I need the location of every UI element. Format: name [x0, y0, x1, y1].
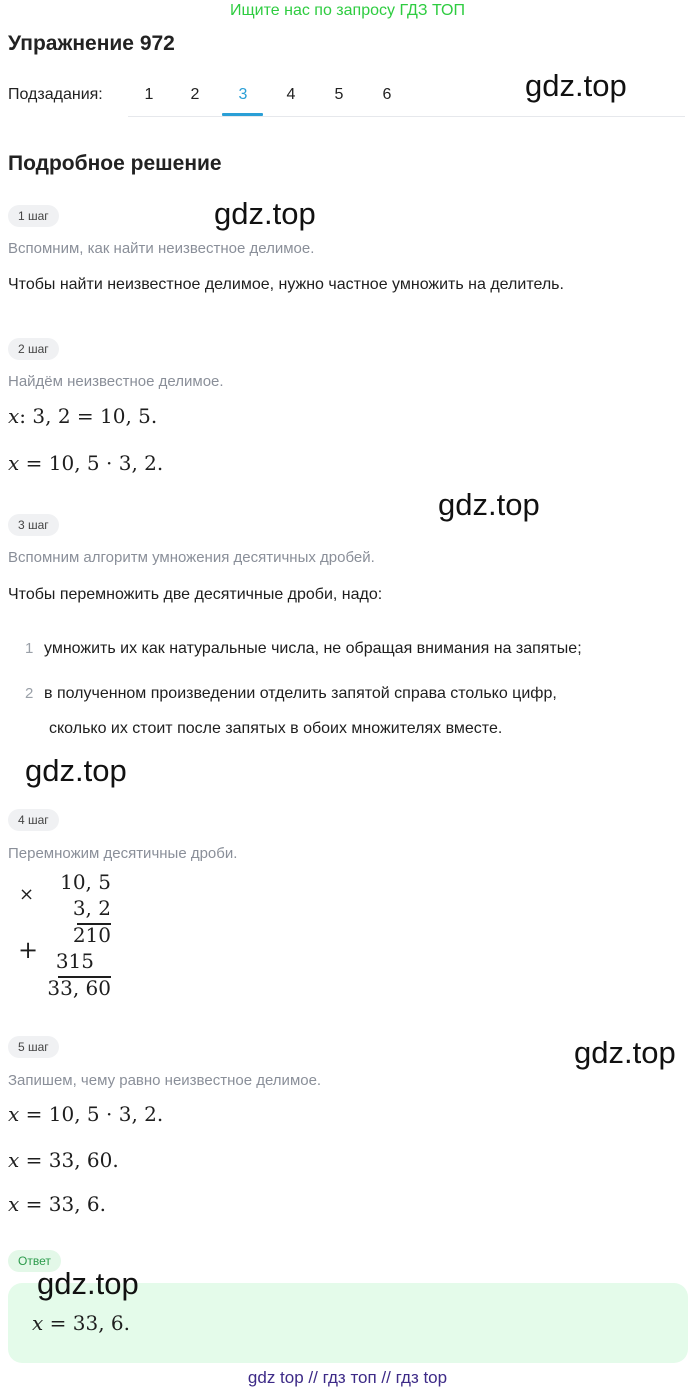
step-2-equation-1: x: 3, 2 = 10, 5.: [8, 404, 158, 428]
step-5-equation-3: x = 33, 6.: [8, 1192, 107, 1216]
list-item-continued: сколько их стоит после запятых в обоих множителях вместе.: [49, 720, 503, 737]
step-2-equation-2: x = 10, 5 · 3, 2.: [8, 451, 164, 475]
search-banner[interactable]: Ищите нас по запросу ГДЗ ТОП: [230, 2, 465, 19]
subtasks-divider: [128, 116, 685, 117]
watermark: gdz.top: [525, 68, 627, 103]
product-result: 33, 60: [47, 976, 111, 1000]
list-item: умножить их как натуральные числа, не обращая внимания на запятые;: [44, 640, 582, 657]
step-3-text: Чтобы перемножить две десятичные дроби, надо:: [8, 586, 383, 603]
times-sign: ×: [19, 884, 35, 905]
step-4-hint: Перемножим десятичные дроби.: [8, 845, 238, 862]
step-5-equation-1: x = 10, 5 · 3, 2.: [8, 1102, 164, 1126]
multiplicand: 10, 5: [60, 870, 111, 894]
step-1-badge: 1 шаг: [8, 205, 59, 227]
step-5-hint: Запишем, чему равно неизвестное делимое.: [8, 1072, 322, 1089]
watermark: gdz.top: [438, 487, 540, 522]
list-item: в полученном произведении отделить запятой справа столько цифр,: [44, 685, 557, 702]
answer-badge: Ответ: [8, 1250, 61, 1272]
subtask-tab-2[interactable]: 2: [190, 86, 200, 103]
step-3-hint: Вспомним алгоритм умножения десятичных дробей.: [8, 549, 375, 566]
subtask-tab-1[interactable]: 1: [144, 86, 154, 103]
watermark: gdz.top: [37, 1266, 139, 1301]
step-2-badge: 2 шаг: [8, 338, 59, 360]
active-tab-indicator: [222, 113, 263, 116]
list-item-number: 2: [25, 685, 34, 702]
partial-product-1: 210: [72, 923, 111, 947]
section-title: Подробное решение: [8, 152, 222, 175]
plus-sign: +: [18, 936, 39, 964]
step-4-badge: 4 шаг: [8, 809, 59, 831]
step-5-badge: 5 шаг: [8, 1036, 59, 1058]
page-title: Упражнение 972: [8, 32, 175, 55]
step-3-badge: 3 шаг: [8, 514, 59, 536]
list-item-number: 1: [25, 640, 34, 657]
subtask-tab-5[interactable]: 5: [334, 86, 344, 103]
step-2-hint: Найдём неизвестное делимое.: [8, 373, 224, 390]
subtasks-label: Подзадания:: [8, 86, 103, 103]
watermark: gdz.top: [25, 753, 127, 788]
step-1-text: Чтобы найти неизвестное делимое, нужно частное умножить на делитель.: [8, 276, 564, 293]
subtask-tab-6[interactable]: 6: [382, 86, 392, 103]
step-1-hint: Вспомним, как найти неизвестное делимое.: [8, 240, 315, 257]
subtask-tab-3[interactable]: 3: [238, 86, 248, 103]
subtask-tab-4[interactable]: 4: [286, 86, 296, 103]
multiplier: 3, 2: [72, 896, 111, 920]
footer-links[interactable]: gdz top // гдз топ // гдз top: [247, 1368, 448, 1387]
watermark: gdz.top: [214, 196, 316, 231]
step-5-equation-2: x = 33, 60.: [8, 1148, 119, 1172]
answer-equation: x = 33, 6.: [32, 1311, 131, 1335]
partial-product-2: 315: [55, 949, 94, 973]
watermark: gdz.top: [574, 1035, 676, 1070]
